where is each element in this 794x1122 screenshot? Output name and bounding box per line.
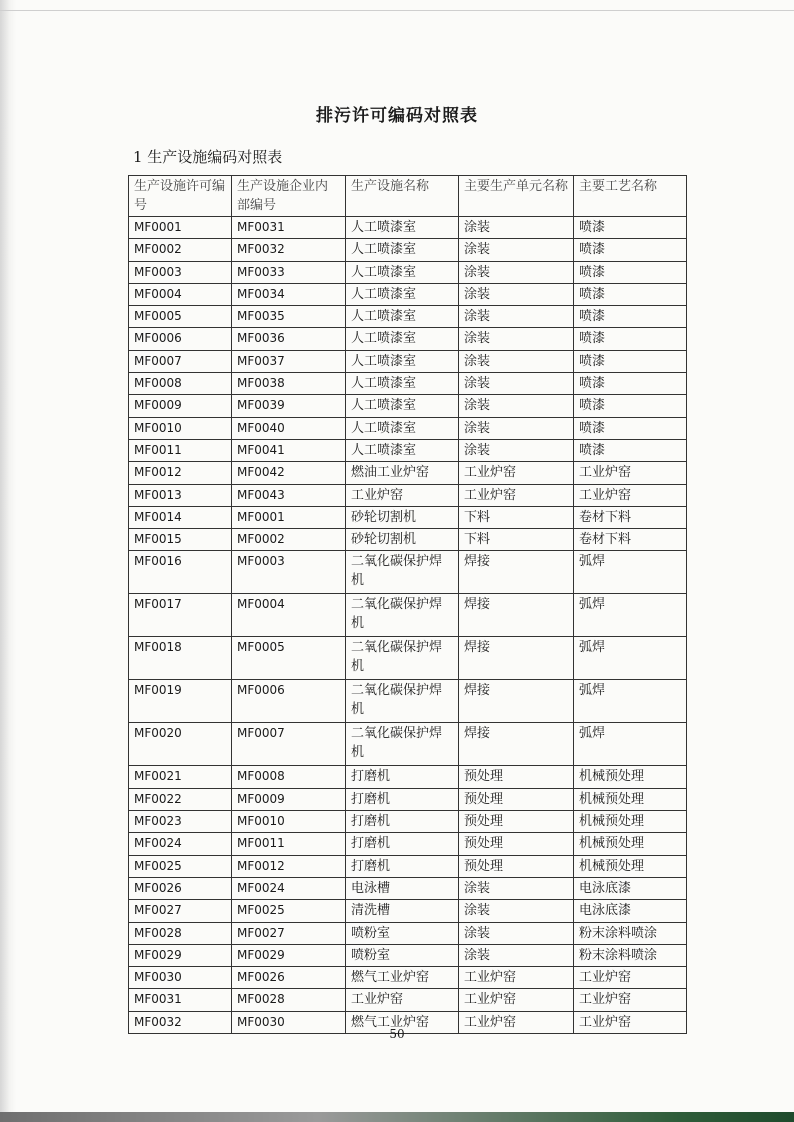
table-cell: 人工喷漆室 — [346, 328, 459, 350]
table-cell: 涂装 — [459, 395, 574, 417]
table-cell: MF0030 — [129, 967, 232, 989]
table-row — [129, 855, 687, 877]
table-cell: MF0004 — [129, 283, 232, 305]
table-cell: 打磨机 — [346, 855, 459, 877]
table-row — [129, 217, 687, 239]
table-cell: 机械预处理 — [574, 811, 687, 833]
table-cell: 粉末涂料喷涂 — [574, 944, 687, 966]
table-cell: 卷材下料 — [574, 529, 687, 551]
table-cell: 喷漆 — [574, 350, 687, 372]
column-header: 生产设施名称 — [346, 176, 459, 217]
table-cell: MF0027 — [232, 922, 346, 944]
table-cell: 工业炉窑 — [459, 1011, 574, 1033]
table-cell: 打磨机 — [346, 766, 459, 788]
table-row — [129, 788, 687, 810]
table-cell: 涂装 — [459, 877, 574, 899]
table-cell: 人工喷漆室 — [346, 417, 459, 439]
table-cell: 喷漆 — [574, 395, 687, 417]
table-cell: 焊接 — [459, 551, 574, 594]
table-cell: 预处理 — [459, 788, 574, 810]
table-row — [129, 551, 687, 594]
table-row — [129, 594, 687, 637]
table-cell: 工业炉窑 — [459, 989, 574, 1011]
table-cell: MF0015 — [129, 529, 232, 551]
table-cell: 喷漆 — [574, 328, 687, 350]
table-cell: 涂装 — [459, 350, 574, 372]
table-cell: 电泳底漆 — [574, 900, 687, 922]
table-cell: 工业炉窑 — [459, 462, 574, 484]
table-row — [129, 967, 687, 989]
table-cell: 燃油工业炉窑 — [346, 462, 459, 484]
table-header-row — [129, 176, 687, 217]
table-cell: 涂装 — [459, 217, 574, 239]
table-cell: MF0027 — [129, 900, 232, 922]
table-cell: 工业炉窑 — [346, 989, 459, 1011]
table-cell: 喷漆 — [574, 217, 687, 239]
table-row — [129, 462, 687, 484]
table-cell: MF0005 — [129, 306, 232, 328]
table-cell: MF0041 — [232, 439, 346, 461]
table-cell: MF0009 — [129, 395, 232, 417]
table-row — [129, 417, 687, 439]
table-row — [129, 350, 687, 372]
table-row — [129, 373, 687, 395]
page-title: 排污许可编码对照表 — [316, 106, 478, 126]
table-cell: 二氧化碳保护焊机 — [346, 551, 459, 594]
table-cell: MF0037 — [232, 350, 346, 372]
table-cell: 打磨机 — [346, 788, 459, 810]
table-cell: MF0014 — [129, 506, 232, 528]
table-cell: MF0024 — [232, 877, 346, 899]
table-cell: 人工喷漆室 — [346, 373, 459, 395]
table-row — [129, 922, 687, 944]
table-cell: 工业炉窑 — [459, 484, 574, 506]
table-cell: MF0018 — [129, 637, 232, 680]
table-cell: 人工喷漆室 — [346, 439, 459, 461]
table-cell: 机械预处理 — [574, 855, 687, 877]
table-cell: 涂装 — [459, 239, 574, 261]
table-cell: 人工喷漆室 — [346, 306, 459, 328]
facility-code-table — [128, 175, 687, 1034]
table-cell: MF0013 — [129, 484, 232, 506]
table-row — [129, 723, 687, 766]
table-cell: MF0019 — [129, 680, 232, 723]
table-cell: 弧焊 — [574, 594, 687, 637]
table-cell: 工业炉窑 — [574, 989, 687, 1011]
table-cell: MF0043 — [232, 484, 346, 506]
table-cell: 卷材下料 — [574, 506, 687, 528]
table-row — [129, 506, 687, 528]
table-row — [129, 484, 687, 506]
table-cell: 粉末涂料喷涂 — [574, 922, 687, 944]
table-cell: MF0021 — [129, 766, 232, 788]
table-cell: MF0028 — [129, 922, 232, 944]
table-cell: 砂轮切割机 — [346, 506, 459, 528]
table-cell: 喷漆 — [574, 283, 687, 305]
table-cell: 预处理 — [459, 766, 574, 788]
table-cell: 人工喷漆室 — [346, 261, 459, 283]
table-cell: MF0012 — [232, 855, 346, 877]
table-cell: MF0032 — [232, 239, 346, 261]
table-cell: MF0039 — [232, 395, 346, 417]
table-cell: 弧焊 — [574, 680, 687, 723]
table-cell: 喷粉室 — [346, 944, 459, 966]
table-cell: 弧焊 — [574, 723, 687, 766]
table-cell: 弧焊 — [574, 551, 687, 594]
table-row — [129, 261, 687, 283]
column-header: 生产设施许可编号 — [129, 176, 232, 217]
table-cell: 涂装 — [459, 373, 574, 395]
table-cell: 人工喷漆室 — [346, 350, 459, 372]
table-cell: 工业炉窑 — [346, 484, 459, 506]
table-cell: MF0023 — [129, 811, 232, 833]
table-row — [129, 395, 687, 417]
table-cell: 焊接 — [459, 594, 574, 637]
table-cell: 涂装 — [459, 283, 574, 305]
table-cell: 涂装 — [459, 328, 574, 350]
table-cell: 涂装 — [459, 439, 574, 461]
scan-bottom-edge — [0, 1112, 794, 1122]
table-row — [129, 680, 687, 723]
table-cell: MF0008 — [129, 373, 232, 395]
table-cell: 工业炉窑 — [574, 484, 687, 506]
table-cell: MF0006 — [232, 680, 346, 723]
column-header: 主要工艺名称 — [574, 176, 687, 217]
table-cell: MF0012 — [129, 462, 232, 484]
table-cell: MF0002 — [129, 239, 232, 261]
table-cell: 人工喷漆室 — [346, 239, 459, 261]
table-cell: MF0020 — [129, 723, 232, 766]
table-cell: 机械预处理 — [574, 788, 687, 810]
table-row — [129, 283, 687, 305]
table-cell: 焊接 — [459, 637, 574, 680]
section-title: 1 生产设施编码对照表 — [133, 148, 283, 166]
table-cell: MF0016 — [129, 551, 232, 594]
table-cell: MF0005 — [232, 637, 346, 680]
table-cell: 砂轮切割机 — [346, 529, 459, 551]
table-cell: 人工喷漆室 — [346, 283, 459, 305]
table-row — [129, 766, 687, 788]
table-row — [129, 811, 687, 833]
table-row — [129, 833, 687, 855]
table-cell: 工业炉窑 — [574, 1011, 687, 1033]
scan-top-edge — [0, 10, 794, 11]
table-cell: 清洗槽 — [346, 900, 459, 922]
table-cell: 二氧化碳保护焊机 — [346, 637, 459, 680]
page-number: 50 — [389, 1027, 405, 1041]
table-cell: 打磨机 — [346, 833, 459, 855]
table-cell: MF0029 — [129, 944, 232, 966]
table-cell: MF0011 — [232, 833, 346, 855]
scan-left-shadow — [0, 0, 16, 1122]
table-cell: 电泳底漆 — [574, 877, 687, 899]
table-cell: MF0029 — [232, 944, 346, 966]
table-cell: MF0025 — [232, 900, 346, 922]
table-cell: MF0033 — [232, 261, 346, 283]
table-cell: 喷粉室 — [346, 922, 459, 944]
table-cell: 喷漆 — [574, 373, 687, 395]
table-cell: 人工喷漆室 — [346, 395, 459, 417]
table-cell: MF0032 — [129, 1011, 232, 1033]
table-row — [129, 877, 687, 899]
table-cell: 涂装 — [459, 261, 574, 283]
table-cell: 喷漆 — [574, 261, 687, 283]
table-cell: 喷漆 — [574, 239, 687, 261]
table-cell: 工业炉窑 — [574, 462, 687, 484]
table-cell: MF0001 — [232, 506, 346, 528]
table-cell: 涂装 — [459, 417, 574, 439]
table-cell: MF0007 — [129, 350, 232, 372]
table-cell: MF0022 — [129, 788, 232, 810]
table-cell: 人工喷漆室 — [346, 217, 459, 239]
table-cell: 下料 — [459, 529, 574, 551]
table-cell: MF0026 — [129, 877, 232, 899]
table-cell: 预处理 — [459, 855, 574, 877]
table-cell: MF0026 — [232, 967, 346, 989]
table-cell: MF0042 — [232, 462, 346, 484]
table-cell: MF0030 — [232, 1011, 346, 1033]
table-cell: 燃气工业炉窑 — [346, 967, 459, 989]
table-cell: MF0036 — [232, 328, 346, 350]
table-row — [129, 900, 687, 922]
table-cell: 弧焊 — [574, 637, 687, 680]
table-body — [129, 217, 687, 1034]
table-cell: MF0031 — [232, 217, 346, 239]
table-cell: MF0011 — [129, 439, 232, 461]
table-cell: MF0028 — [232, 989, 346, 1011]
table-cell: 工业炉窑 — [459, 967, 574, 989]
column-header: 主要生产单元名称 — [459, 176, 574, 217]
table-cell: MF0001 — [129, 217, 232, 239]
table-cell: 涂装 — [459, 900, 574, 922]
table-cell: MF0010 — [232, 811, 346, 833]
table-cell: 机械预处理 — [574, 833, 687, 855]
table-row — [129, 529, 687, 551]
table-cell: MF0003 — [129, 261, 232, 283]
table-cell: MF0010 — [129, 417, 232, 439]
table-cell: 下料 — [459, 506, 574, 528]
table-cell: 喷漆 — [574, 417, 687, 439]
table-cell: 焊接 — [459, 723, 574, 766]
table-cell: MF0008 — [232, 766, 346, 788]
table-cell: MF0009 — [232, 788, 346, 810]
table-row — [129, 439, 687, 461]
table-cell: 二氧化碳保护焊机 — [346, 680, 459, 723]
table-row — [129, 239, 687, 261]
table-cell: MF0040 — [232, 417, 346, 439]
table-cell: MF0004 — [232, 594, 346, 637]
table-cell: 工业炉窑 — [574, 967, 687, 989]
table-cell: 电泳槽 — [346, 877, 459, 899]
table-cell: 机械预处理 — [574, 766, 687, 788]
table-cell: MF0006 — [129, 328, 232, 350]
table-cell: 喷漆 — [574, 306, 687, 328]
table-cell: MF0031 — [129, 989, 232, 1011]
table-row — [129, 944, 687, 966]
table-row — [129, 989, 687, 1011]
table-cell: MF0038 — [232, 373, 346, 395]
table-cell: 涂装 — [459, 944, 574, 966]
table-row — [129, 306, 687, 328]
table-row — [129, 637, 687, 680]
table-cell: 涂装 — [459, 306, 574, 328]
column-header: 生产设施企业内部编号 — [232, 176, 346, 217]
table-cell: MF0003 — [232, 551, 346, 594]
table-cell: MF0034 — [232, 283, 346, 305]
table-row — [129, 328, 687, 350]
table-cell: 焊接 — [459, 680, 574, 723]
table-cell: MF0035 — [232, 306, 346, 328]
table-cell: 预处理 — [459, 833, 574, 855]
table-cell: MF0007 — [232, 723, 346, 766]
table-cell: 涂装 — [459, 922, 574, 944]
table-cell: 二氧化碳保护焊机 — [346, 723, 459, 766]
table-cell: 二氧化碳保护焊机 — [346, 594, 459, 637]
table-cell: MF0025 — [129, 855, 232, 877]
table-cell: MF0002 — [232, 529, 346, 551]
table-cell: 燃气工业炉窑 — [346, 1011, 459, 1033]
table-cell: MF0024 — [129, 833, 232, 855]
table-cell: 喷漆 — [574, 439, 687, 461]
table-cell: 打磨机 — [346, 811, 459, 833]
table-cell: MF0017 — [129, 594, 232, 637]
table-cell: 预处理 — [459, 811, 574, 833]
